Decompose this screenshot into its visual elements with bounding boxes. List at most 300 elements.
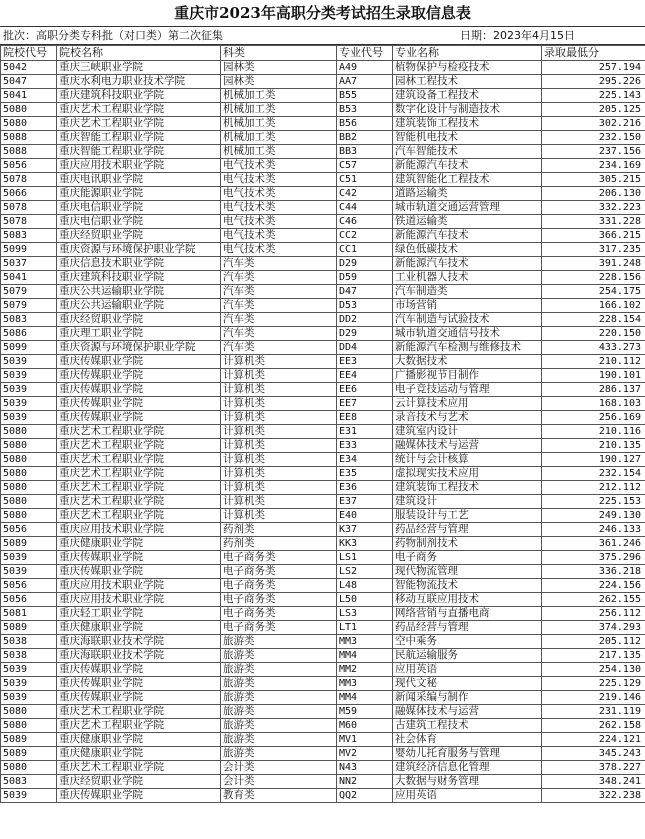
school-name-cell: 重庆三峡职业学院 (57, 61, 221, 75)
major-name-cell: 园林工程技术 (393, 75, 542, 89)
major-code-cell: KK3 (337, 537, 393, 551)
school-name-cell: 重庆传媒职业学院 (57, 355, 221, 369)
major-name-cell: 融媒体技术与运营 (393, 705, 542, 719)
category-cell: 汽车类 (221, 257, 337, 271)
major-name-cell: 建筑设备工程技术 (393, 89, 542, 103)
major-name-cell: 现代文秘 (393, 677, 542, 691)
category-cell: 旅游类 (221, 649, 337, 663)
school-name-cell: 重庆健康职业学院 (57, 747, 221, 761)
school-code-cell: 5039 (1, 789, 57, 803)
school-code-cell: 5089 (1, 747, 57, 761)
table-row (1, 789, 645, 803)
major-name-cell: 网络营销与直播电商 (393, 607, 542, 621)
major-code-cell: M59 (337, 705, 393, 719)
major-code-cell: EE6 (337, 383, 393, 397)
major-code-cell: C44 (337, 201, 393, 215)
min-score-cell: 374.293 (542, 621, 645, 635)
major-name-cell: 新能源汽车技术 (393, 257, 542, 271)
major-name-cell: 虚拟现实技术应用 (393, 467, 542, 481)
school-code-cell: 5039 (1, 551, 57, 565)
category-cell: 电子商务类 (221, 607, 337, 621)
category-cell: 机械加工类 (221, 89, 337, 103)
school-code-cell: 5056 (1, 523, 57, 537)
school-name-cell: 重庆信息技术职业学院 (57, 257, 221, 271)
min-score-cell: 262.155 (542, 593, 645, 607)
min-score-cell: 210.112 (542, 355, 645, 369)
school-code-cell: 5047 (1, 75, 57, 89)
major-code-cell: EE7 (337, 397, 393, 411)
category-cell: 汽车类 (221, 285, 337, 299)
table-row (1, 747, 645, 761)
school-name-cell: 重庆艺术工程职业学院 (57, 453, 221, 467)
min-score-cell: 246.133 (542, 523, 645, 537)
major-name-cell: 新能源汽车检测与维修技术 (393, 341, 542, 355)
major-name-cell: 电子竞技运动与管理 (393, 383, 542, 397)
major-code-cell: MM3 (337, 677, 393, 691)
major-name-cell: 建筑装饰工程技术 (393, 481, 542, 495)
school-code-cell: 5079 (1, 299, 57, 313)
table-row (1, 733, 645, 747)
major-code-cell: DD4 (337, 341, 393, 355)
major-code-cell: L50 (337, 593, 393, 607)
min-score-cell: 254.130 (542, 663, 645, 677)
min-score-cell: 254.175 (542, 285, 645, 299)
min-score-cell: 332.223 (542, 201, 645, 215)
school-name-cell: 重庆艺术工程职业学院 (57, 103, 221, 117)
school-name-cell: 重庆健康职业学院 (57, 537, 221, 551)
category-cell: 电气技术类 (221, 243, 337, 257)
min-score-cell: 224.156 (542, 579, 645, 593)
school-name-cell: 重庆艺术工程职业学院 (57, 467, 221, 481)
major-name-cell: 录音技术与艺术 (393, 411, 542, 425)
category-cell: 汽车类 (221, 327, 337, 341)
school-code-cell: 5039 (1, 397, 57, 411)
major-name-cell: 应用英语 (393, 663, 542, 677)
major-code-cell: EE8 (337, 411, 393, 425)
category-cell: 电气技术类 (221, 215, 337, 229)
header-category: 科类 (221, 46, 337, 61)
school-code-cell: 5080 (1, 439, 57, 453)
category-cell: 计算机类 (221, 439, 337, 453)
school-code-cell: 5080 (1, 495, 57, 509)
table-row (1, 607, 645, 621)
school-code-cell: 5039 (1, 383, 57, 397)
school-name-cell: 重庆能源职业学院 (57, 187, 221, 201)
major-name-cell: 药物制剂技术 (393, 537, 542, 551)
school-code-cell: 5080 (1, 705, 57, 719)
category-cell: 园林类 (221, 61, 337, 75)
table-row (1, 229, 645, 243)
major-code-cell: MM4 (337, 649, 393, 663)
table-row (1, 705, 645, 719)
major-code-cell: QQ2 (337, 789, 393, 803)
category-cell: 会计类 (221, 761, 337, 775)
major-name-cell: 汽车制造类 (393, 285, 542, 299)
category-cell: 旅游类 (221, 677, 337, 691)
table-row (1, 187, 645, 201)
date-label: 日期：2023年4月15日 (460, 29, 575, 42)
school-code-cell: 5039 (1, 691, 57, 705)
major-name-cell: 市场营销 (393, 299, 542, 313)
header-school-code: 院校代号 (1, 46, 57, 61)
min-score-cell: 232.150 (542, 131, 645, 145)
min-score-cell: 219.146 (542, 691, 645, 705)
table-row (1, 551, 645, 565)
major-code-cell: CC2 (337, 229, 393, 243)
school-name-cell: 重庆轻工职业学院 (57, 607, 221, 621)
category-cell: 机械加工类 (221, 117, 337, 131)
category-cell: 旅游类 (221, 705, 337, 719)
category-cell: 汽车类 (221, 313, 337, 327)
header-school-name: 院校名称 (57, 46, 221, 61)
school-code-cell: 5080 (1, 761, 57, 775)
major-name-cell: 婴幼儿托育服务与管理 (393, 747, 542, 761)
school-name-cell: 重庆艺术工程职业学院 (57, 719, 221, 733)
major-code-cell: B56 (337, 117, 393, 131)
school-code-cell: 5080 (1, 453, 57, 467)
major-name-cell: 大数据技术 (393, 355, 542, 369)
table-row (1, 523, 645, 537)
school-name-cell: 重庆传媒职业学院 (57, 677, 221, 691)
category-cell: 电气技术类 (221, 173, 337, 187)
min-score-cell: 228.156 (542, 271, 645, 285)
major-name-cell: 汽车智能技术 (393, 145, 542, 159)
school-code-cell: 5080 (1, 509, 57, 523)
major-name-cell: 现代物流管理 (393, 565, 542, 579)
major-code-cell: C57 (337, 159, 393, 173)
category-cell: 计算机类 (221, 509, 337, 523)
school-code-cell: 5080 (1, 425, 57, 439)
major-name-cell: 移动互联应用技术 (393, 593, 542, 607)
table-row (1, 509, 645, 523)
major-code-cell: LS3 (337, 607, 393, 621)
category-cell: 计算机类 (221, 369, 337, 383)
school-code-cell: 5039 (1, 565, 57, 579)
major-code-cell: E40 (337, 509, 393, 523)
school-code-cell: 5039 (1, 369, 57, 383)
school-code-cell: 5039 (1, 411, 57, 425)
min-score-cell: 361.246 (542, 537, 645, 551)
header-major-code: 专业代号 (337, 46, 393, 61)
table-row (1, 89, 645, 103)
min-score-cell: 205.125 (542, 103, 645, 117)
major-code-cell: LS1 (337, 551, 393, 565)
major-code-cell: K37 (337, 523, 393, 537)
school-name-cell: 重庆艺术工程职业学院 (57, 425, 221, 439)
min-score-cell: 217.135 (542, 649, 645, 663)
min-score-cell: 391.248 (542, 257, 645, 271)
major-code-cell: E37 (337, 495, 393, 509)
school-name-cell: 重庆健康职业学院 (57, 621, 221, 635)
major-name-cell: 新能源汽车技术 (393, 159, 542, 173)
major-name-cell: 智能物流技术 (393, 579, 542, 593)
table-row (1, 383, 645, 397)
table-row (1, 201, 645, 215)
major-code-cell: EE3 (337, 355, 393, 369)
major-name-cell: 广播影视节目制作 (393, 369, 542, 383)
major-name-cell: 药品经营与管理 (393, 621, 542, 635)
school-name-cell: 重庆传媒职业学院 (57, 551, 221, 565)
table-row (1, 481, 645, 495)
major-code-cell: C46 (337, 215, 393, 229)
major-name-cell: 城市轨道交通运营管理 (393, 201, 542, 215)
school-code-cell: 5083 (1, 229, 57, 243)
table-row (1, 453, 645, 467)
school-name-cell: 重庆公共运输职业学院 (57, 285, 221, 299)
school-name-cell: 重庆艺术工程职业学院 (57, 117, 221, 131)
major-code-cell: E31 (337, 425, 393, 439)
school-code-cell: 5080 (1, 719, 57, 733)
category-cell: 电气技术类 (221, 201, 337, 215)
school-code-cell: 5089 (1, 537, 57, 551)
min-score-cell: 375.296 (542, 551, 645, 565)
table-row (1, 579, 645, 593)
major-name-cell: 云计算技术应用 (393, 397, 542, 411)
school-code-cell: 5079 (1, 285, 57, 299)
category-cell: 计算机类 (221, 411, 337, 425)
min-score-cell: 234.169 (542, 159, 645, 173)
category-cell: 计算机类 (221, 453, 337, 467)
table-row (1, 131, 645, 145)
school-name-cell: 重庆理工职业学院 (57, 327, 221, 341)
school-code-cell: 5089 (1, 733, 57, 747)
major-name-cell: 民航运输服务 (393, 649, 542, 663)
school-name-cell: 重庆应用技术职业学院 (57, 593, 221, 607)
category-cell: 机械加工类 (221, 131, 337, 145)
table-row (1, 495, 645, 509)
school-code-cell: 5066 (1, 187, 57, 201)
min-score-cell: 348.241 (542, 775, 645, 789)
major-code-cell: D29 (337, 327, 393, 341)
table-row (1, 425, 645, 439)
min-score-cell: 317.235 (542, 243, 645, 257)
category-cell: 计算机类 (221, 481, 337, 495)
major-code-cell: B55 (337, 89, 393, 103)
category-cell: 旅游类 (221, 733, 337, 747)
table-row (1, 313, 645, 327)
min-score-cell: 249.130 (542, 509, 645, 523)
category-cell: 计算机类 (221, 495, 337, 509)
table-row (1, 173, 645, 187)
category-cell: 计算机类 (221, 425, 337, 439)
major-code-cell: L48 (337, 579, 393, 593)
category-cell: 计算机类 (221, 467, 337, 481)
major-code-cell: D59 (337, 271, 393, 285)
major-code-cell: A49 (337, 61, 393, 75)
table-row (1, 257, 645, 271)
major-name-cell: 大数据与财务管理 (393, 775, 542, 789)
min-score-cell: 168.103 (542, 397, 645, 411)
school-name-cell: 重庆电讯职业学院 (57, 173, 221, 187)
school-code-cell: 5039 (1, 663, 57, 677)
major-name-cell: 空中乘务 (393, 635, 542, 649)
school-name-cell: 重庆公共运输职业学院 (57, 299, 221, 313)
school-name-cell: 重庆传媒职业学院 (57, 383, 221, 397)
min-score-cell: 210.116 (542, 425, 645, 439)
major-name-cell: 绿色低碳技术 (393, 243, 542, 257)
school-name-cell: 重庆传媒职业学院 (57, 565, 221, 579)
major-name-cell: 服装设计与工艺 (393, 509, 542, 523)
major-name-cell: 数字化设计与制造技术 (393, 103, 542, 117)
table-row (1, 439, 645, 453)
major-name-cell: 新闻采编与制作 (393, 691, 542, 705)
min-score-cell: 256.169 (542, 411, 645, 425)
school-code-cell: 5038 (1, 635, 57, 649)
major-name-cell: 应用英语 (393, 789, 542, 803)
category-cell: 计算机类 (221, 355, 337, 369)
major-name-cell: 建筑设计 (393, 495, 542, 509)
major-code-cell: MM3 (337, 635, 393, 649)
category-cell: 旅游类 (221, 747, 337, 761)
school-name-cell: 重庆水利电力职业技术学院 (57, 75, 221, 89)
table-row (1, 663, 645, 677)
batch-label: 批次：高职分类专科批（对口类）第二次征集 (3, 29, 223, 42)
table-row (1, 271, 645, 285)
min-score-cell: 331.228 (542, 215, 645, 229)
major-name-cell: 新能源汽车技术 (393, 229, 542, 243)
table-row (1, 117, 645, 131)
major-code-cell: E34 (337, 453, 393, 467)
category-cell: 旅游类 (221, 719, 337, 733)
school-name-cell: 重庆经贸职业学院 (57, 313, 221, 327)
table-row (1, 411, 645, 425)
school-name-cell: 重庆海联职业技术学院 (57, 649, 221, 663)
school-name-cell: 重庆传媒职业学院 (57, 663, 221, 677)
category-cell: 园林类 (221, 75, 337, 89)
major-code-cell: LS2 (337, 565, 393, 579)
table-row (1, 285, 645, 299)
min-score-cell: 228.154 (542, 313, 645, 327)
major-code-cell: E36 (337, 481, 393, 495)
school-code-cell: 5081 (1, 607, 57, 621)
table-row (1, 369, 645, 383)
school-name-cell: 重庆应用技术职业学院 (57, 159, 221, 173)
major-code-cell: E33 (337, 439, 393, 453)
major-code-cell: BB3 (337, 145, 393, 159)
major-name-cell: 社会体育 (393, 733, 542, 747)
school-name-cell: 重庆经贸职业学院 (57, 775, 221, 789)
table-row (1, 61, 645, 75)
major-name-cell: 药品经营与管理 (393, 523, 542, 537)
category-cell: 电气技术类 (221, 229, 337, 243)
school-code-cell: 5088 (1, 131, 57, 145)
school-code-cell: 5099 (1, 243, 57, 257)
table-row (1, 677, 645, 691)
school-code-cell: 5041 (1, 271, 57, 285)
school-name-cell: 重庆传媒职业学院 (57, 789, 221, 803)
major-name-cell: 建筑室内设计 (393, 425, 542, 439)
table-row (1, 649, 645, 663)
table-row (1, 355, 645, 369)
category-cell: 旅游类 (221, 691, 337, 705)
school-name-cell: 重庆电信职业学院 (57, 215, 221, 229)
major-code-cell: MM2 (337, 663, 393, 677)
major-name-cell: 汽车制造与试验技术 (393, 313, 542, 327)
min-score-cell: 190.127 (542, 453, 645, 467)
major-code-cell: DD2 (337, 313, 393, 327)
table-row (1, 243, 645, 257)
major-name-cell: 融媒体技术与运营 (393, 439, 542, 453)
school-code-cell: 5083 (1, 313, 57, 327)
school-code-cell: 5041 (1, 89, 57, 103)
min-score-cell: 295.226 (542, 75, 645, 89)
school-code-cell: 5089 (1, 621, 57, 635)
school-code-cell: 5080 (1, 467, 57, 481)
school-name-cell: 重庆传媒职业学院 (57, 369, 221, 383)
school-code-cell: 5056 (1, 159, 57, 173)
major-code-cell: MV2 (337, 747, 393, 761)
school-name-cell: 重庆建筑科技职业学院 (57, 89, 221, 103)
school-name-cell: 重庆经贸职业学院 (57, 229, 221, 243)
min-score-cell: 225.153 (542, 495, 645, 509)
header-major-name: 专业名称 (393, 46, 542, 61)
school-code-cell: 5080 (1, 481, 57, 495)
table-row (1, 719, 645, 733)
min-score-cell: 378.227 (542, 761, 645, 775)
min-score-cell: 322.238 (542, 789, 645, 803)
category-cell: 计算机类 (221, 397, 337, 411)
school-code-cell: 5056 (1, 579, 57, 593)
school-code-cell: 5099 (1, 341, 57, 355)
table-row (1, 75, 645, 89)
min-score-cell: 237.156 (542, 145, 645, 159)
major-name-cell: 建筑经济信息化管理 (393, 761, 542, 775)
table-row (1, 775, 645, 789)
major-code-cell: N43 (337, 761, 393, 775)
min-score-cell: 366.215 (542, 229, 645, 243)
school-code-cell: 5080 (1, 103, 57, 117)
table-header-row (1, 46, 645, 61)
table-row (1, 467, 645, 481)
category-cell: 药剂类 (221, 523, 337, 537)
major-code-cell: B53 (337, 103, 393, 117)
major-name-cell: 建筑智能化工程技术 (393, 173, 542, 187)
major-code-cell: C51 (337, 173, 393, 187)
school-name-cell: 重庆艺术工程职业学院 (57, 481, 221, 495)
school-name-cell: 重庆智能工程职业学院 (57, 131, 221, 145)
min-score-cell: 286.137 (542, 383, 645, 397)
category-cell: 电子商务类 (221, 551, 337, 565)
table-row (1, 299, 645, 313)
school-name-cell: 重庆传媒职业学院 (57, 411, 221, 425)
school-name-cell: 重庆资源与环境保护职业学院 (57, 243, 221, 257)
school-name-cell: 重庆建筑科技职业学院 (57, 271, 221, 285)
min-score-cell: 345.243 (542, 747, 645, 761)
min-score-cell: 256.112 (542, 607, 645, 621)
major-code-cell: E35 (337, 467, 393, 481)
table-row (1, 327, 645, 341)
table-row (1, 397, 645, 411)
major-name-cell: 智能机电技术 (393, 131, 542, 145)
category-cell: 旅游类 (221, 663, 337, 677)
school-name-cell: 重庆电信职业学院 (57, 201, 221, 215)
major-name-cell: 城市轨道交通信号技术 (393, 327, 542, 341)
category-cell: 机械加工类 (221, 103, 337, 117)
min-score-cell: 190.101 (542, 369, 645, 383)
school-code-cell: 5039 (1, 677, 57, 691)
meta-bar (0, 26, 645, 45)
min-score-cell: 232.154 (542, 467, 645, 481)
school-code-cell: 5042 (1, 61, 57, 75)
category-cell: 汽车类 (221, 341, 337, 355)
school-name-cell: 重庆应用技术职业学院 (57, 523, 221, 537)
school-name-cell: 重庆艺术工程职业学院 (57, 509, 221, 523)
category-cell: 电子商务类 (221, 565, 337, 579)
min-score-cell: 257.194 (542, 61, 645, 75)
table-row (1, 621, 645, 635)
major-name-cell: 建筑装饰工程技术 (393, 117, 542, 131)
header-min-score: 录取最低分 (542, 46, 645, 61)
